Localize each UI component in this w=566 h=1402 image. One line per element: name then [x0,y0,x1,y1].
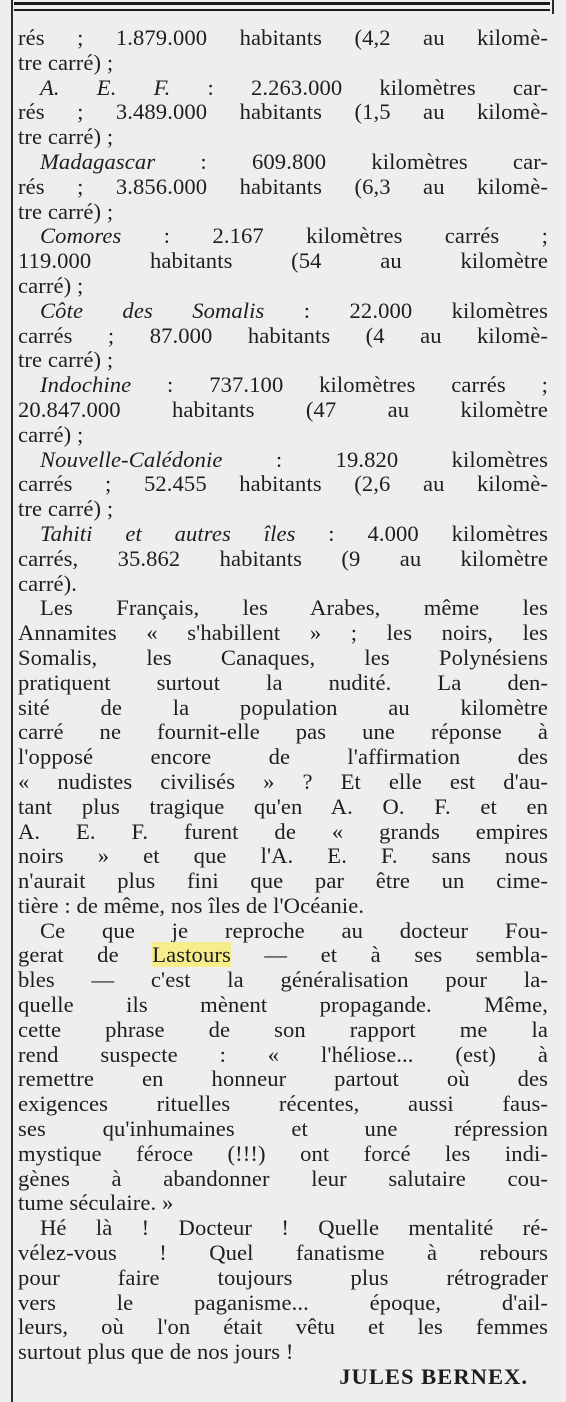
text-line [18,472,548,497]
text-segment: 20.847.000 habitants (47 au kilomètre [18,396,548,422]
text-line [18,1092,548,1117]
text-segment: tre carré) ; [18,347,114,373]
text-line [18,1142,548,1167]
place-name: A. E. F. [40,74,171,100]
column-rule-left [11,0,13,1402]
text-line [18,324,548,349]
place-name: Indochine [40,372,132,398]
text-line [18,200,548,225]
text-segment: : 737.100 kilomètres carrés ; [131,372,548,398]
text-segment: carrés ; 52.455 habitants (2,6 au kilomè- [18,471,548,497]
text-segment: carré) ; [18,272,84,298]
place-name: Nouvelle-Calédonie [40,446,223,472]
text-segment: remettre en honneur partout où des [18,1066,548,1092]
text-segment: leurs, où l'on était vêtu et les femmes [18,1314,548,1340]
text-segment: carré ne fournit-elle pas une réponse à [18,719,548,745]
text-line [18,919,548,944]
text-segment: exigences rituelles récentes, aussi faus- [18,1091,548,1117]
text-segment: sité de la population au kilomètre [18,694,548,720]
text-segment: ses qu'inhumaines et une répression [18,1116,548,1142]
text-line [18,547,548,572]
text-line [18,448,548,473]
text-line [18,894,548,919]
text-line [18,1340,548,1365]
text-line [18,621,548,646]
text-line [18,844,548,869]
article-column [18,26,548,1390]
text-segment: pratiquent surtout la nudité. La den- [18,669,548,695]
text-segment: rés ; 1.879.000 habitants (4,2 au kilomè- [18,25,548,50]
text-segment: n'aurait plus fini que par être un cime- [18,868,548,894]
text-segment: Les Français, les Arabes, même les [40,595,548,621]
text-line [18,720,548,745]
text-segment: tre carré) ; [18,124,114,150]
text-line [18,869,548,894]
text-line [18,671,548,696]
text-line [18,175,548,200]
text-line [18,993,548,1018]
text-segment: gènes à abandonner leur salutaire cou- [18,1165,548,1191]
text-segment: : 2.167 kilomètres carrés ; [121,223,548,249]
text-line [18,150,548,175]
text-line [18,224,548,249]
column-rule-right [552,0,554,14]
text-line [18,1291,548,1316]
signature: JULES BERNEX. [339,1364,528,1390]
text-segment: Hé là ! Docteur ! Quelle mentalité ré- [40,1215,548,1241]
text-segment: vers le paganisme... époque, d'ail- [18,1289,548,1315]
text-segment: tière : de même, nos îles de l'Océanie. [18,892,365,918]
text-segment: carré). [18,570,78,596]
text-line [18,1043,548,1068]
text-segment: noirs » et que l'A. E. F. sans nous [18,843,548,869]
text-segment: rés ; 3.489.000 habitants (1,5 au kilomè- [18,99,548,125]
text-line [18,1067,548,1092]
text-segment: l'opposé encore de l'affirmation des [18,744,548,770]
text-line [18,373,548,398]
text-segment: tant plus tragique qu'en A. O. F. et en [18,793,548,819]
text-line [18,76,548,101]
text-segment: rés ; 3.856.000 habitants (6,3 au kilomè- [18,173,548,199]
text-line [18,696,548,721]
text-line [18,274,548,299]
text-segment: — et à ses sembla- [230,942,548,968]
text-line [18,795,548,820]
text-segment: quelle ils mènent propagande. Même, [18,992,548,1018]
text-line [18,348,548,373]
text-segment: A. E. F. furent de « grands empires [18,818,548,844]
text-line [18,100,548,125]
text-line [18,249,548,274]
text-line [18,745,548,770]
place-name: Comores [40,223,122,249]
text-segment: tre carré) ; [18,198,114,224]
text-segment: cette phrase de son rapport me la [18,1016,548,1042]
text-segment: carrés ; 87.000 habitants (4 au kilomè- [18,322,548,348]
text-line [18,125,548,150]
text-segment: Annamites « s'habillent » ; les noirs, les [18,620,548,646]
text-line [18,26,548,51]
place-name: Tahiti et autres îles [40,520,296,546]
text-line [18,1117,548,1142]
text-segment: tre carré) ; [18,496,114,522]
text-line [18,596,548,621]
text-line [18,820,548,845]
text-line [18,398,548,423]
text-segment: vélez-vous ! Quel fanatisme à rebours [18,1240,548,1266]
text-line [18,1266,548,1291]
text-segment: tre carré) ; [18,49,114,75]
text-segment: tume séculaire. » [18,1190,174,1216]
text-line [18,423,548,448]
text-segment: Somalis, les Canaques, les Polynésiens [18,644,548,670]
place-name: Madagascar [40,148,156,174]
text-line [18,522,548,547]
text-line [18,1315,548,1340]
text-segment: gerat de [18,942,153,968]
text-segment: Ce que je reproche au docteur Fou- [40,917,548,943]
text-line [18,299,548,324]
text-line [18,1167,548,1192]
text-line [18,1241,548,1266]
top-rule-thin [14,9,550,11]
text-segment: : 2.263.000 kilomètres car- [170,74,548,100]
text-line [18,968,548,993]
text-line [18,1191,548,1216]
text-line [18,1018,548,1043]
text-segment: : 22.000 kilomètres [264,297,548,323]
place-name: Côte des Somalis [40,297,265,323]
text-segment: : 19.820 kilomètres [222,446,548,472]
text-line [18,497,548,522]
text-segment: 119.000 habitants (54 au kilomètre [18,248,548,274]
text-line [18,51,548,76]
text-segment: : 609.800 kilomètres car- [155,148,548,174]
text-segment: rend suspecte : « l'héliose... (est) à [18,1041,548,1067]
text-segment: pour faire toujours plus rétrograder [18,1264,548,1290]
text-line [18,572,548,597]
text-segment: surtout plus que de nos jours ! [18,1339,294,1365]
text-segment: bles — c'est la généralisation pour la- [18,967,548,993]
text-line [18,943,548,968]
text-line [18,1216,548,1241]
text-segment: mystique féroce (!!!) ont forcé les indi- [18,1140,548,1166]
text-line [18,646,548,671]
text-segment: carrés, 35.862 habitants (9 au kilomètre [18,545,548,571]
text-line [18,770,548,795]
text-segment: carré) ; [18,421,84,447]
text-segment: : 4.000 kilomètres [295,520,548,546]
highlighted-name: Lastours [152,942,231,968]
text-segment: « nudistes civilisés » ? Et elle est d'au- [18,768,548,794]
top-rule [14,2,550,5]
